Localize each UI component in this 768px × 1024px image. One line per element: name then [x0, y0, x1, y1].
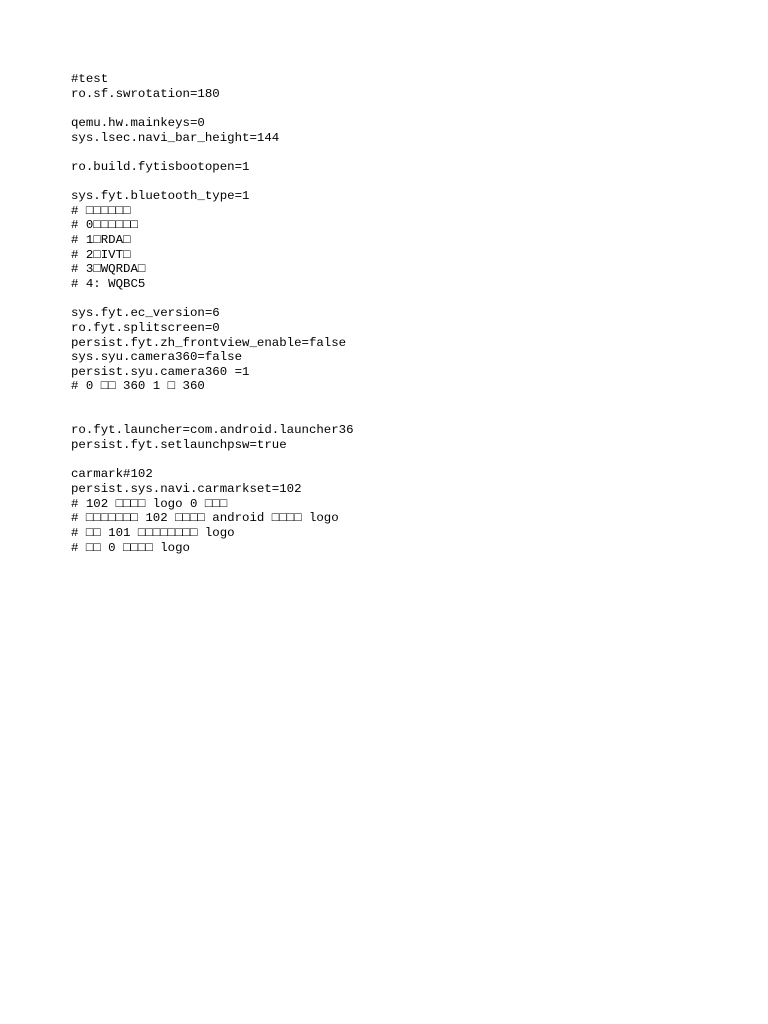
text-line: ro.sf.swrotation=180 [71, 86, 220, 101]
text-line: # □□ 101 □□□□□□□□ logo [71, 525, 235, 540]
text-line: # □□□□□□□ 102 □□□□ android □□□□ logo [71, 511, 339, 526]
text-line [71, 145, 731, 160]
text-line [71, 101, 731, 116]
text-line [71, 394, 731, 409]
text-line: persist.sys.navi.carmarkset=102 [71, 481, 302, 496]
text-line: persist.syu.camera360 =1 [71, 364, 250, 379]
text-line: # 3□WQRDA□ [71, 262, 146, 277]
text-line: persist.fyt.zh_frontview_enable=false [71, 335, 347, 350]
text-line: # □□ 0 □□□□ logo [71, 540, 190, 555]
text-line: qemu.hw.mainkeys=0 [71, 115, 205, 130]
text-line: # □□□□□□ [71, 203, 131, 218]
text-line [71, 292, 731, 307]
text-line: # 2□IVT□ [71, 247, 131, 262]
text-line: #test [71, 72, 109, 86]
text-line: sys.fyt.ec_version=6 [71, 306, 220, 321]
text-line: # 0 □□ 360 1 □ 360 [71, 379, 205, 394]
text-line: carmark#102 [71, 467, 153, 482]
text-line [71, 174, 731, 189]
text-line: ro.fyt.splitscreen=0 [71, 320, 220, 335]
text-line: ro.fyt.launcher=com.android.launcher36 [71, 423, 354, 438]
text-line: ro.build.fytisbootopen=1 [71, 159, 250, 174]
text-line: # 102 □□□□ logo 0 □□□ [71, 496, 228, 511]
text-line [71, 453, 731, 468]
text-line: # 4: WQBC5 [71, 276, 146, 291]
text-line: # 0□□□□□□ [71, 218, 138, 233]
config-text-document [71, 72, 731, 555]
text-line: # 1□RDA□ [71, 233, 131, 248]
text-line: sys.lsec.navi_bar_height=144 [71, 130, 280, 145]
text-line: sys.fyt.bluetooth_type=1 [71, 189, 250, 204]
text-line [71, 409, 731, 424]
text-line: persist.fyt.setlaunchpsw=true [71, 438, 287, 453]
text-line: sys.syu.camera360=false [71, 350, 243, 365]
